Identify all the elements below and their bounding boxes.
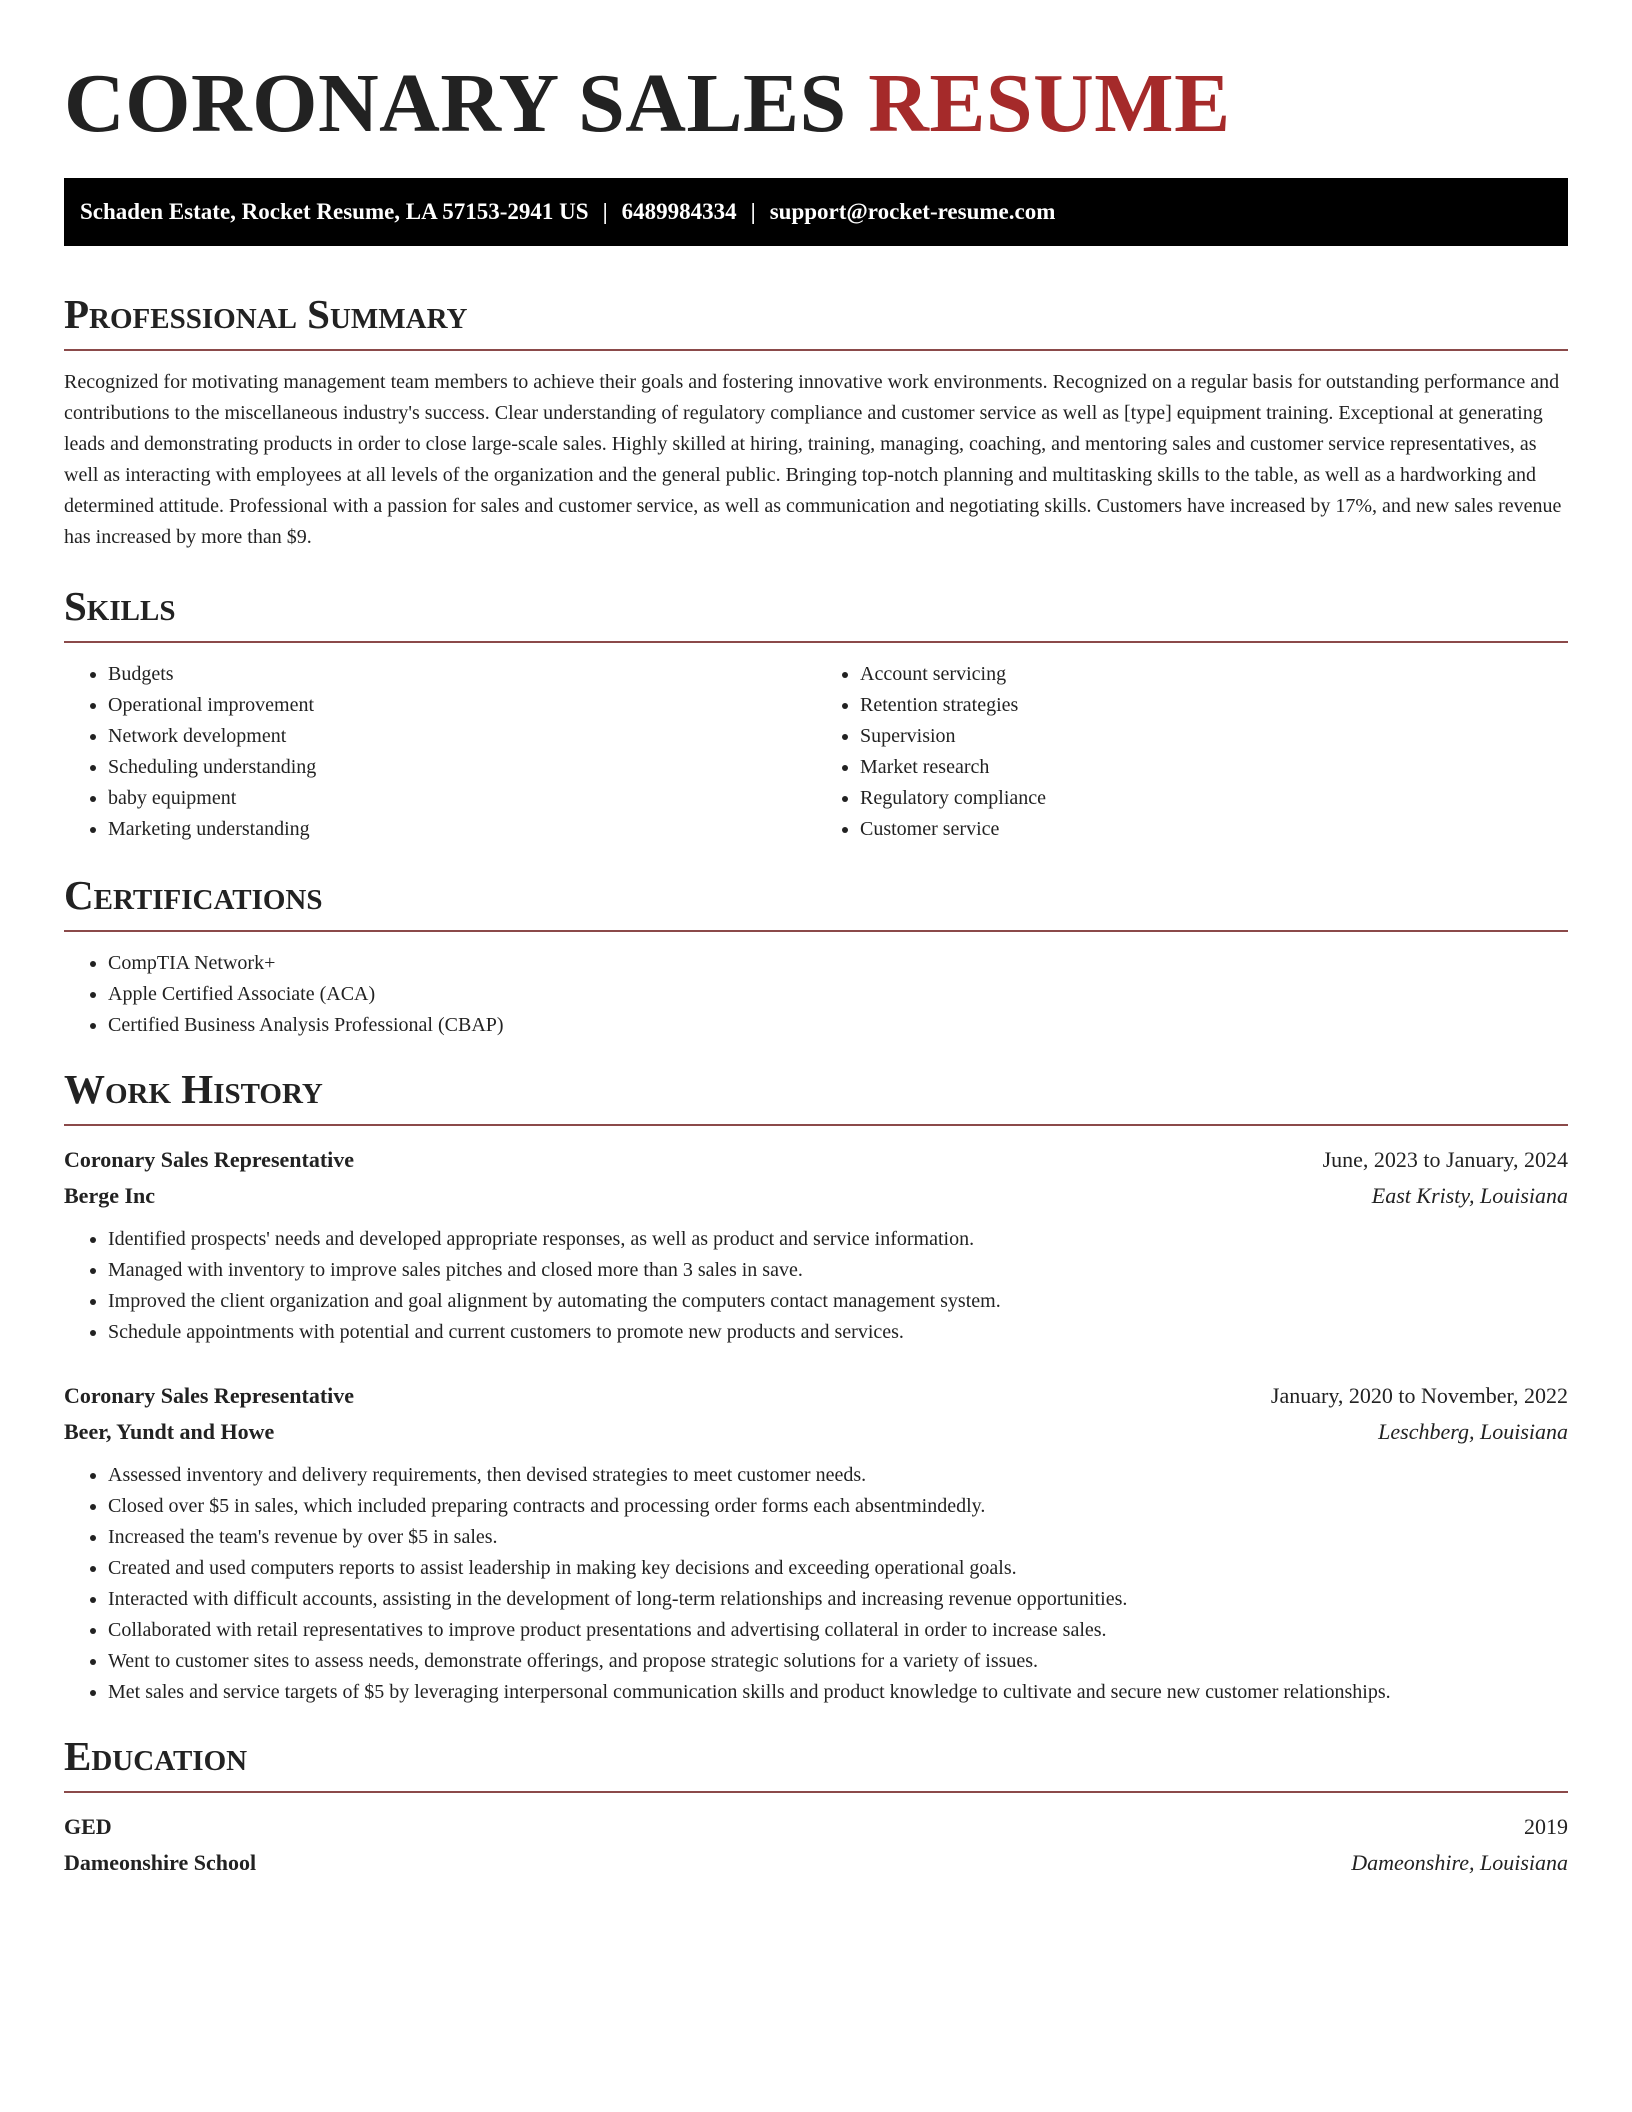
job-location: East Kristy, Louisiana bbox=[1371, 1183, 1568, 1208]
education-location: Dameonshire, Louisiana bbox=[1351, 1850, 1568, 1875]
education-school: Dameonshire School bbox=[64, 1850, 257, 1875]
job-bullet: • Assessed inventory and delivery requirements, then devised strategies to meet customer needs. bbox=[108, 1460, 1568, 1491]
job-company: Berge Inc bbox=[64, 1183, 156, 1208]
certification-item: • Certified Business Analysis Professional (CBAP) bbox=[108, 1010, 1568, 1041]
resume-title-main: CORONARY SALES bbox=[64, 57, 847, 150]
education-degree: GED bbox=[64, 1814, 112, 1839]
job-bullet: • Went to customer sites to assess needs, demonstrate offerings, and propose strategic solutions for a variety of issues. bbox=[108, 1646, 1568, 1677]
contact-separator: | bbox=[750, 199, 756, 224]
section-heading-education: Education bbox=[64, 1731, 1568, 1793]
section-heading-skills: Skills bbox=[64, 581, 1568, 643]
skill-item: • Scheduling understanding bbox=[108, 752, 816, 783]
skill-item: • Regulatory compliance bbox=[860, 783, 1568, 814]
job-bullet: • Improved the client organization and goal alignment by automating the computers contact management system. bbox=[108, 1286, 1568, 1317]
skill-item: • Budgets bbox=[108, 659, 816, 690]
skill-item: • Account servicing bbox=[860, 659, 1568, 690]
job-dates: January, 2020 to November, 2022 bbox=[1270, 1383, 1568, 1408]
job-bullets bbox=[64, 1460, 1568, 1708]
job-bullet: • Interacted with difficult accounts, assisting in the development of long-term relationships and increasing revenue opportunities. bbox=[108, 1584, 1568, 1615]
job-title: Coronary Sales Representative bbox=[64, 1383, 355, 1408]
job-bullet: • Created and used computers reports to assist leadership in making key decisions and exceeding operational goals. bbox=[108, 1553, 1568, 1584]
skills-list-right bbox=[816, 659, 1568, 845]
education-degree-row bbox=[64, 1809, 1568, 1845]
job-bullets bbox=[64, 1224, 1568, 1348]
job-title: Coronary Sales Representative bbox=[64, 1147, 355, 1172]
job-bullet: • Identified prospects' needs and developed appropriate responses, as well as product and service information. bbox=[108, 1224, 1568, 1255]
job-company-row bbox=[64, 1414, 1568, 1450]
job-company: Beer, Yundt and Howe bbox=[64, 1419, 275, 1444]
contact-separator: | bbox=[602, 199, 608, 224]
job-bullet: • Met sales and service targets of $5 by leveraging interpersonal communication skills and product knowledge to cultivate and secure new customer relationships. bbox=[108, 1677, 1568, 1708]
skill-item: • baby equipment bbox=[108, 783, 816, 814]
education-school-row bbox=[64, 1845, 1568, 1881]
contact-bar bbox=[64, 178, 1568, 246]
contact-address: Schaden Estate, Rocket Resume, LA 57153-2941 US bbox=[80, 199, 589, 224]
certifications-list bbox=[64, 948, 1568, 1041]
contact-email: support@rocket-resume.com bbox=[769, 199, 1056, 224]
resume-title bbox=[64, 58, 1568, 150]
job-entry bbox=[64, 1378, 1568, 1708]
job-bullet: • Managed with inventory to improve sales pitches and closed more than 3 sales in save. bbox=[108, 1255, 1568, 1286]
skill-item: • Supervision bbox=[860, 721, 1568, 752]
resume-page bbox=[64, 0, 1568, 1881]
education-year: 2019 bbox=[1524, 1814, 1568, 1839]
skill-item: • Retention strategies bbox=[860, 690, 1568, 721]
section-heading-summary: Professional Summary bbox=[64, 289, 1568, 351]
job-location: Leschberg, Louisiana bbox=[1378, 1419, 1568, 1444]
skills-list-left bbox=[64, 659, 816, 845]
section-heading-work-history: Work History bbox=[64, 1064, 1568, 1126]
job-dates: June, 2023 to January, 2024 bbox=[1322, 1147, 1568, 1172]
job-title-row bbox=[64, 1378, 1568, 1414]
certification-item: • Apple Certified Associate (ACA) bbox=[108, 979, 1568, 1010]
job-title-row bbox=[64, 1142, 1568, 1178]
job-company-row bbox=[64, 1178, 1568, 1214]
section-heading-certifications: Certifications bbox=[64, 870, 1568, 932]
job-bullet: • Increased the team's revenue by over $5 in sales. bbox=[108, 1522, 1568, 1553]
certification-item: • CompTIA Network+ bbox=[108, 948, 1568, 979]
skill-item: • Customer service bbox=[860, 814, 1568, 845]
job-bullet: • Closed over $5 in sales, which included preparing contracts and processing order forms each absentmindedly. bbox=[108, 1491, 1568, 1522]
education-entry bbox=[64, 1809, 1568, 1881]
skills-grid bbox=[64, 659, 1568, 845]
job-bullet: • Schedule appointments with potential and current customers to promote new products and services. bbox=[108, 1317, 1568, 1348]
contact-phone: 6489984334 bbox=[621, 199, 737, 224]
skill-item: • Operational improvement bbox=[108, 690, 816, 721]
job-bullet: • Collaborated with retail representatives to improve product presentations and advertising collateral in order to increase sales. bbox=[108, 1615, 1568, 1646]
summary-text: Recognized for motivating management team members to achieve their goals and fostering innovative work environments. Recognized on a regular basis for outstanding performance and contributions to the miscellaneous industry's success. Clear understanding of regulatory compliance and customer service as well as [type] equipment training. Exceptional at generating leads and demonstrating products in order to close large-scale sales. Highly skilled at hiring, training, managing, coaching, and mentoring sales and customer service representatives, as well as interacting with employees at all levels of the organization and the general public. Bringing top-notch planning and multitasking skills to the table, as well as a hardworking and determined attitude. Professional with a passion for sales and customer service, as well as communication and negotiating skills. Customers have increased by 17%, and new sales revenue has increased by more than $9. bbox=[64, 371, 1562, 548]
job-entry bbox=[64, 1142, 1568, 1348]
skill-item: • Marketing understanding bbox=[108, 814, 816, 845]
skill-item: • Network development bbox=[108, 721, 816, 752]
skill-item: • Market research bbox=[860, 752, 1568, 783]
resume-title-accent: RESUME bbox=[868, 57, 1231, 150]
